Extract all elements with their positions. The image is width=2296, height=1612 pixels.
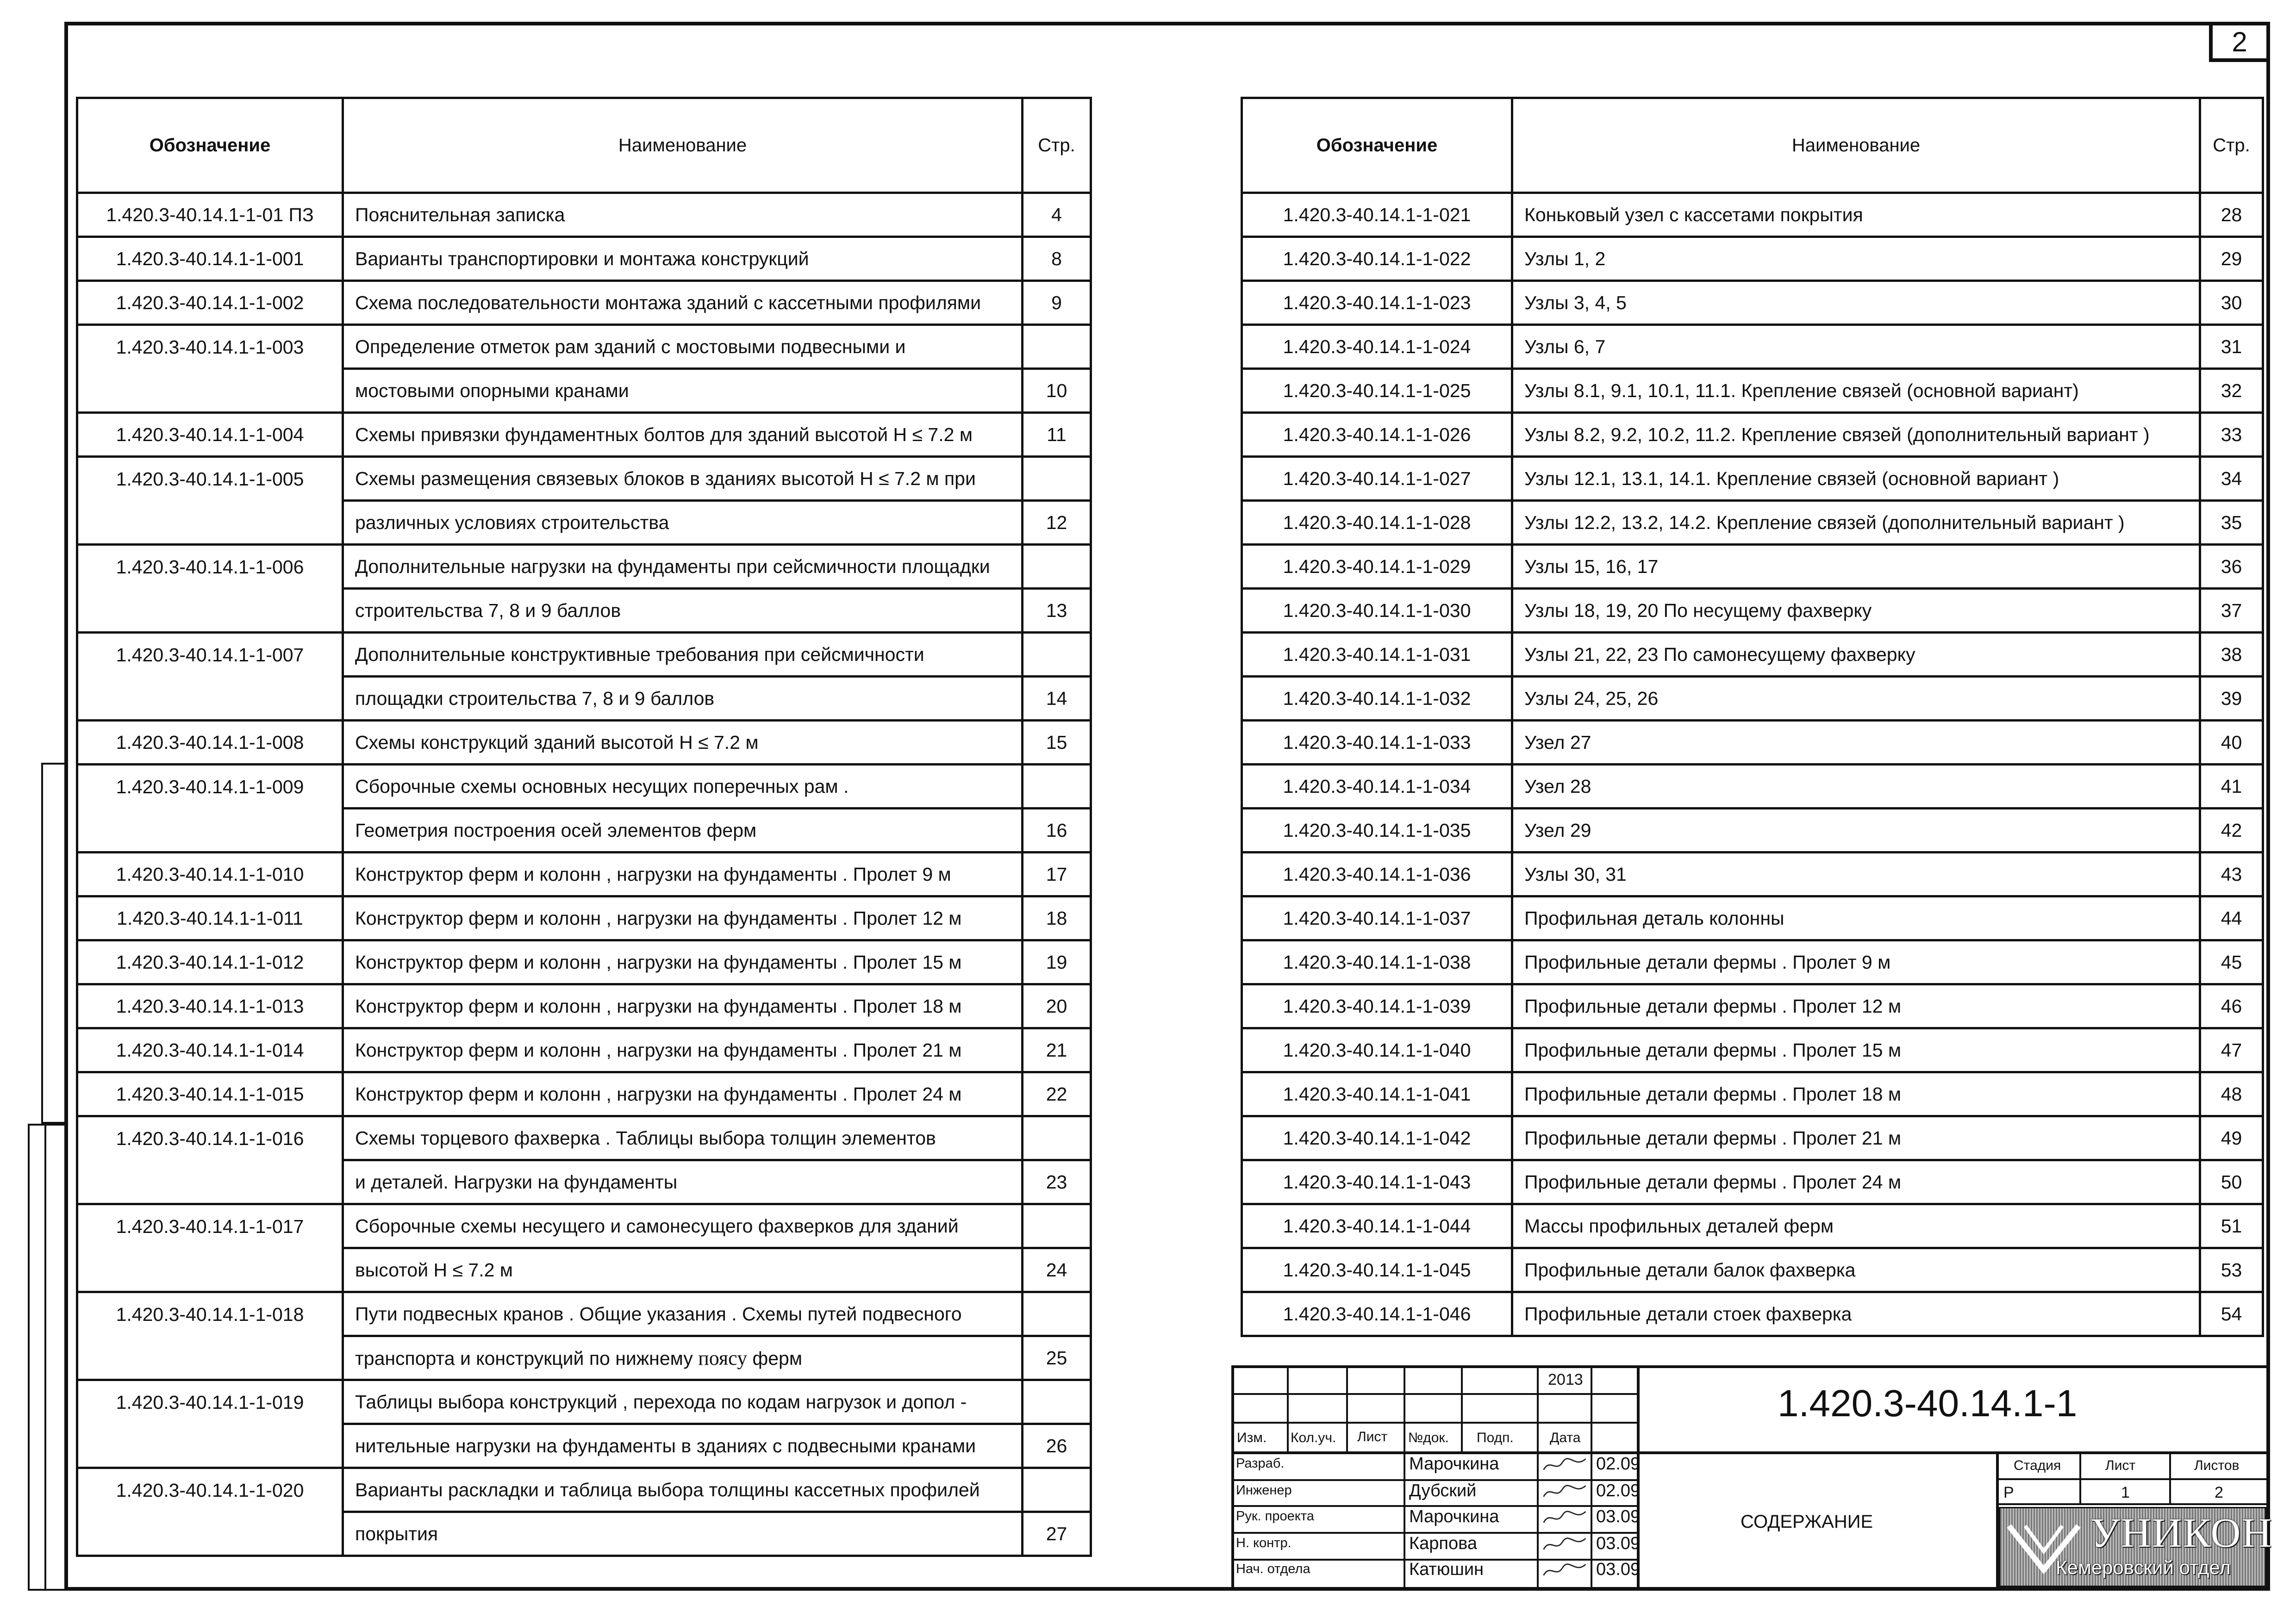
row-code: 1.420.3-40.14.1-1-037 [1242,896,1512,940]
row-code: 1.420.3-40.14.1-1-015 [77,1072,343,1116]
title-block [1231,1365,2273,1591]
row-code [77,1248,343,1292]
row-code: 1.420.3-40.14.1-1-011 [77,896,343,940]
row-name: мостовыми опорными кранами [343,369,1023,413]
row-page: 12 [1023,501,1091,545]
stamp-date: 03.09 [1596,1560,1641,1579]
binding-margin-lower-inner [28,1124,46,1591]
row-name: Конструктор ферм и колонн , нагрузки на фундаменты . Пролет 15 м [343,940,1023,984]
table-row [77,1380,1091,1424]
table-row [77,765,1091,809]
row-code: 1.420.3-40.14.1-1-008 [77,721,343,765]
row-code: 1.420.3-40.14.1-1-009 [77,765,343,809]
row-code: 1.420.3-40.14.1-1-016 [77,1116,343,1160]
row-name: Конструктор ферм и колонн , нагрузки на фундаменты . Пролет 18 м [343,984,1023,1028]
table-row [1242,809,2263,853]
stamp-role: Н. контр. [1236,1536,1292,1550]
row-page: 51 [2200,1204,2263,1248]
row-name: Узел 27 [1512,721,2200,765]
row-page: 13 [1023,589,1091,633]
row-page: 22 [1023,1072,1091,1116]
table-row [1242,589,2263,633]
row-page: 48 [2200,1072,2263,1116]
row-name: Конструктор ферм и колонн , нагрузки на фундаменты . Пролет 9 м [343,853,1023,896]
sheet-number-box [2209,22,2270,62]
row-code: 1.420.3-40.14.1-1-030 [1242,589,1512,633]
row-page: 45 [2200,940,2263,984]
row-code: 1.420.3-40.14.1-1-026 [1242,413,1512,457]
stamp-date: 02.09 [1596,1454,1641,1474]
row-code: 1.420.3-40.14.1-1-020 [77,1468,343,1512]
row-name: Сборочные схемы несущего и самонесущего фахверков для зданий [343,1204,1023,1248]
row-code: 1.420.3-40.14.1-1-045 [1242,1248,1512,1292]
row-name: Узел 29 [1512,809,2200,853]
stamp-col-koluch: Кол.уч. [1291,1430,1336,1445]
row-page [1023,1468,1091,1512]
row-page: 53 [2200,1248,2263,1292]
table-row [77,1424,1091,1468]
row-page: 31 [2200,325,2263,369]
stamp-person-name: Марочкина [1409,1454,1499,1474]
row-name: Сборочные схемы основных несущих поперечных рам . [343,765,1023,809]
table-row [77,545,1091,589]
header-name: Наименование [343,98,1023,193]
table-row [77,501,1091,545]
row-code: 1.420.3-40.14.1-1-043 [1242,1160,1512,1204]
signature-icon [1541,1506,1588,1528]
stamp-col-data: Дата [1550,1430,1581,1445]
row-page: 50 [2200,1160,2263,1204]
row-code: 1.420.3-40.14.1-1-002 [77,281,343,325]
table-row [77,1204,1091,1248]
table-header [1242,98,2263,193]
header-code: Обозначение [77,98,343,193]
row-page: 26 [1023,1424,1091,1468]
row-page: 16 [1023,809,1091,853]
binding-margin-upper [41,763,66,1124]
row-name: Узел 28 [1512,765,2200,809]
row-code: 1.420.3-40.14.1-1-035 [1242,809,1512,853]
row-page: 42 [2200,809,2263,853]
row-name: Профильная деталь колонны [1512,896,2200,940]
row-code: 1.420.3-40.14.1-1-027 [1242,457,1512,501]
row-name: Схема последовательности монтажа зданий с кассетными профилями [343,281,1023,325]
row-name: Схемы конструкций зданий высотой H ≤ 7.2 м [343,721,1023,765]
row-code: 1.420.3-40.14.1-1-028 [1242,501,1512,545]
row-page [1023,1292,1091,1336]
row-code: 1.420.3-40.14.1-1-031 [1242,633,1512,677]
row-code [77,589,343,633]
row-page: 35 [2200,501,2263,545]
row-code: 1.420.3-40.14.1-1-024 [1242,325,1512,369]
table-row [1242,940,2263,984]
row-name: нительные нагрузки на фундаменты в зданиях с подвесными кранами [343,1424,1023,1468]
row-page: 41 [2200,765,2263,809]
stamp-date: 03.09 [1596,1534,1641,1553]
stamp-person-name: Марочкина [1409,1507,1499,1526]
table-row [1242,1116,2263,1160]
row-name: строительства 7, 8 и 9 баллов [343,589,1023,633]
stamp-role: Инженер [1236,1483,1292,1498]
table-row [77,457,1091,501]
row-code: 1.420.3-40.14.1-1-010 [77,853,343,896]
stamp-role: Рук. проекта [1236,1509,1314,1524]
row-name: Дополнительные нагрузки на фундаменты при сейсмичности площадки [343,545,1023,589]
stamp-person-name: Дубский [1409,1481,1477,1500]
row-page: 14 [1023,677,1091,721]
table-row [1242,325,2263,369]
row-page: 11 [1023,413,1091,457]
row-name: Узлы 15, 16, 17 [1512,545,2200,589]
header-name: Наименование [1512,98,2200,193]
row-page: 24 [1023,1248,1091,1292]
row-code: 1.420.3-40.14.1-1-039 [1242,984,1512,1028]
row-page: 49 [2200,1116,2263,1160]
table-row [77,1336,1091,1380]
table-row [1242,1248,2263,1292]
row-code: 1.420.3-40.14.1-1-014 [77,1028,343,1072]
row-page: 23 [1023,1160,1091,1204]
row-code: 1.420.3-40.14.1-1-003 [77,325,343,369]
table-row [1242,765,2263,809]
row-code: 1.420.3-40.14.1-1-029 [1242,545,1512,589]
row-page: 37 [2200,589,2263,633]
table-row [77,1072,1091,1116]
table-row [1242,545,2263,589]
row-code: 1.420.3-40.14.1-1-001 [77,237,343,281]
row-name: Узлы 12.2, 13.2, 14.2. Крепление связей (дополнительный вариант ) [1512,501,2200,545]
table-row [77,237,1091,281]
row-name: Геометрия построения осей элементов ферм [343,809,1023,853]
table-row [1242,721,2263,765]
row-page [1023,545,1091,589]
company-logo [1999,1507,2273,1587]
row-name: высотой H ≤ 7.2 м [343,1248,1023,1292]
row-code: 1.420.3-40.14.1-1-013 [77,984,343,1028]
table-row [1242,369,2263,413]
row-code: 1.420.3-40.14.1-1-044 [1242,1204,1512,1248]
table-row [1242,1204,2263,1248]
row-name: Узлы 30, 31 [1512,853,2200,896]
row-page: 38 [2200,633,2263,677]
table-row [1242,1292,2263,1336]
contents-table-right [1241,97,2264,1337]
row-name-part-handwritten: поясу [698,1346,748,1369]
table-row [77,633,1091,677]
row-code [77,501,343,545]
table-row [1242,237,2263,281]
row-name: Профильные детали фермы . Пролет 24 м [1512,1160,2200,1204]
row-page: 33 [2200,413,2263,457]
row-name: Пояснительная записка [343,193,1023,237]
table-row [77,1028,1091,1072]
stage-value: Р [2003,1484,2014,1501]
table-row [77,193,1091,237]
row-code: 1.420.3-40.14.1-1-005 [77,457,343,501]
stamp-role: Разраб. [1236,1456,1285,1471]
row-code: 1.420.3-40.14.1-1-006 [77,545,343,589]
row-page: 43 [2200,853,2263,896]
row-code: 1.420.3-40.14.1-1-040 [1242,1028,1512,1072]
table-row [1242,457,2263,501]
row-page [1023,1204,1091,1248]
stamp-col-izm: Изм. [1237,1430,1267,1445]
header-page: Стр. [1023,98,1091,193]
sheet-number: 2 [2232,26,2247,57]
table-row [77,369,1091,413]
sheet-label: Лист [2105,1458,2136,1473]
row-name: Профильные детали фермы . Пролет 18 м [1512,1072,2200,1116]
table-row [77,853,1091,896]
row-code: 1.420.3-40.14.1-1-038 [1242,940,1512,984]
row-page: 44 [2200,896,2263,940]
row-page: 18 [1023,896,1091,940]
table-row [1242,501,2263,545]
row-code: 1.420.3-40.14.1-1-017 [77,1204,343,1248]
row-page: 25 [1023,1336,1091,1380]
row-page: 30 [2200,281,2263,325]
row-name: Узлы 6, 7 [1512,325,2200,369]
row-name: Определение отметок рам зданий с мостовыми подвесными и [343,325,1023,369]
row-code: 1.420.3-40.14.1-1-018 [77,1292,343,1336]
row-page: 4 [1023,193,1091,237]
row-code: 1.420.3-40.14.1-1-023 [1242,281,1512,325]
table-row [1242,1160,2263,1204]
row-page: 54 [2200,1292,2263,1336]
table-row [77,589,1091,633]
row-name-part: транспорта и конструкций по нижнему [355,1347,693,1369]
row-code [77,1160,343,1204]
row-code: 1.420.3-40.14.1-1-004 [77,413,343,457]
row-page [1023,633,1091,677]
row-code [77,1424,343,1468]
row-name: Узлы 8.2, 9.2, 10.2, 11.2. Крепление связей (дополнительный вариант ) [1512,413,2200,457]
sheets-value: 2 [2215,1484,2223,1501]
table-row [77,1468,1091,1512]
document-code: 1.420.3-40.14.1-1 [1778,1382,2078,1425]
table-row [77,1248,1091,1292]
table-row [77,1116,1091,1160]
row-code: 1.420.3-40.14.1-1-041 [1242,1072,1512,1116]
row-page: 32 [2200,369,2263,413]
table-row [1242,413,2263,457]
row-page: 10 [1023,369,1091,413]
contents-table-left [76,97,1092,1557]
row-page: 8 [1023,237,1091,281]
table-row [77,1512,1091,1556]
table-row [1242,1028,2263,1072]
row-name: Профильные детали балок фахверка [1512,1248,2200,1292]
row-name: Пути подвесных кранов . Общие указания . Схемы путей подвесного [343,1292,1023,1336]
table-row [77,413,1091,457]
row-name: Профильные детали фермы . Пролет 21 м [1512,1116,2200,1160]
row-name-part: ферм [752,1347,803,1369]
row-page: 17 [1023,853,1091,896]
row-code: 1.420.3-40.14.1-1-046 [1242,1292,1512,1336]
row-code: 1.420.3-40.14.1-1-033 [1242,721,1512,765]
stamp-col-ndok: №док. [1408,1430,1449,1445]
row-name: Конструктор ферм и колонн , нагрузки на фундаменты . Пролет 12 м [343,896,1023,940]
row-page [1023,765,1091,809]
row-name: Дополнительные конструктивные требования при сейсмичности [343,633,1023,677]
row-page: 21 [1023,1028,1091,1072]
table-row [1242,984,2263,1028]
row-name: Профильные детали фермы . Пролет 12 м [1512,984,2200,1028]
row-page: 39 [2200,677,2263,721]
row-name: покрытия [343,1512,1023,1556]
sheet-value: 1 [2121,1484,2130,1501]
row-name: Узлы 8.1, 9.1, 10.1, 11.1. Крепление связей (основной вариант) [1512,369,2200,413]
row-code: 1.420.3-40.14.1-1-01 ПЗ [77,193,343,237]
document-title: СОДЕРЖАНИЕ [1741,1512,1873,1532]
stamp-col-podp: Подп. [1477,1430,1514,1445]
row-page: 28 [2200,193,2263,237]
row-name: Варианты раскладки и таблица выбора толщины кассетных профилей [343,1468,1023,1512]
row-name: Конструктор ферм и колонн , нагрузки на фундаменты . Пролет 24 м [343,1072,1023,1116]
row-name: Профильные детали фермы . Пролет 15 м [1512,1028,2200,1072]
table-header [77,98,1091,193]
stamp-date: 03.09 [1596,1507,1641,1526]
row-name: Профильные детали фермы . Пролет 9 м [1512,940,2200,984]
row-page: 47 [2200,1028,2263,1072]
row-name: Схемы торцевого фахверка . Таблицы выбора толщин элементов [343,1116,1023,1160]
row-code [77,1512,343,1556]
table-row [77,896,1091,940]
row-code: 1.420.3-40.14.1-1-025 [1242,369,1512,413]
row-name: площадки строительства 7, 8 и 9 баллов [343,677,1023,721]
row-code: 1.420.3-40.14.1-1-012 [77,940,343,984]
row-page: 46 [2200,984,2263,1028]
row-page [1023,1380,1091,1424]
row-name: Узлы 21, 22, 23 По самонесущему фахверку [1512,633,2200,677]
row-page [1023,457,1091,501]
row-name: Узлы 18, 19, 20 По несущему фахверку [1512,589,2200,633]
row-code: 1.420.3-40.14.1-1-042 [1242,1116,1512,1160]
row-code [77,369,343,413]
row-code: 1.420.3-40.14.1-1-007 [77,633,343,677]
table-row [77,809,1091,853]
row-name: Конструктор ферм и колонн , нагрузки на фундаменты . Пролет 21 м [343,1028,1023,1072]
row-page: 19 [1023,940,1091,984]
row-name: Профильные детали стоек фахверка [1512,1292,2200,1336]
table-row [77,940,1091,984]
table-row [77,1292,1091,1336]
table-row [77,281,1091,325]
row-page [1023,325,1091,369]
signature-icon [1541,1480,1588,1502]
header-code: Обозначение [1242,98,1512,193]
row-code: 1.420.3-40.14.1-1-036 [1242,853,1512,896]
row-page: 15 [1023,721,1091,765]
row-code: 1.420.3-40.14.1-1-034 [1242,765,1512,809]
row-name: Коньковый узел с кассетами покрытия [1512,193,2200,237]
row-code: 1.420.3-40.14.1-1-032 [1242,677,1512,721]
signature-icon [1541,1559,1588,1581]
row-name: Варианты транспортировки и монтажа конструкций [343,237,1023,281]
row-page: 29 [2200,237,2263,281]
row-page: 27 [1023,1512,1091,1556]
row-name: Узлы 24, 25, 26 [1512,677,2200,721]
row-code: 1.420.3-40.14.1-1-019 [77,1380,343,1424]
table-row [77,677,1091,721]
row-code [77,809,343,853]
table-row [1242,281,2263,325]
stamp-year: 2013 [1548,1371,1583,1388]
row-code: 1.420.3-40.14.1-1-021 [1242,193,1512,237]
company-division: Кемеровский отдел [2056,1556,2231,1578]
row-page [1023,1116,1091,1160]
sheets-label: Листов [2194,1458,2240,1473]
row-name [343,1336,1023,1380]
row-name: Массы профильных деталей ферм [1512,1204,2200,1248]
row-name: Узлы 3, 4, 5 [1512,281,2200,325]
row-page: 20 [1023,984,1091,1028]
stamp-date: 02.09 [1596,1481,1641,1500]
stage-label: Стадия [2014,1458,2061,1473]
row-code: 1.420.3-40.14.1-1-022 [1242,237,1512,281]
row-name: Узлы 1, 2 [1512,237,2200,281]
row-code [77,1336,343,1380]
table-row [1242,633,2263,677]
row-page: 34 [2200,457,2263,501]
row-name: Узлы 12.1, 13.1, 14.1. Крепление связей (основной вариант ) [1512,457,2200,501]
stamp-col-list: Лист [1357,1429,1388,1444]
row-name: и деталей. Нагрузки на фундаменты [343,1160,1023,1204]
row-name: различных условиях строительства [343,501,1023,545]
row-name: Схемы размещения связевых блоков в зданиях высотой H ≤ 7.2 м при [343,457,1023,501]
table-row [1242,853,2263,896]
table-row [77,325,1091,369]
stamp-person-name: Катюшин [1409,1560,1484,1579]
row-page: 40 [2200,721,2263,765]
row-code [77,677,343,721]
table-row [1242,677,2263,721]
signature-icon [1541,1453,1588,1475]
table-row [77,984,1091,1028]
table-row [1242,1072,2263,1116]
stamp-role: Нач. отдела [1236,1562,1310,1576]
row-page: 9 [1023,281,1091,325]
row-page: 36 [2200,545,2263,589]
table-row [77,721,1091,765]
table-row [77,1160,1091,1204]
signature-icon [1541,1533,1588,1555]
stamp-person-name: Карпова [1409,1534,1478,1553]
row-name: Таблицы выбора конструкций , перехода по кодам нагрузок и допол - [343,1380,1023,1424]
header-page: Стр. [2200,98,2263,193]
company-name: УНИКОН [2090,1510,2273,1556]
table-row [1242,193,2263,237]
table-row [1242,896,2263,940]
row-name: Схемы привязки фундаментных болтов для зданий высотой H ≤ 7.2 м [343,413,1023,457]
